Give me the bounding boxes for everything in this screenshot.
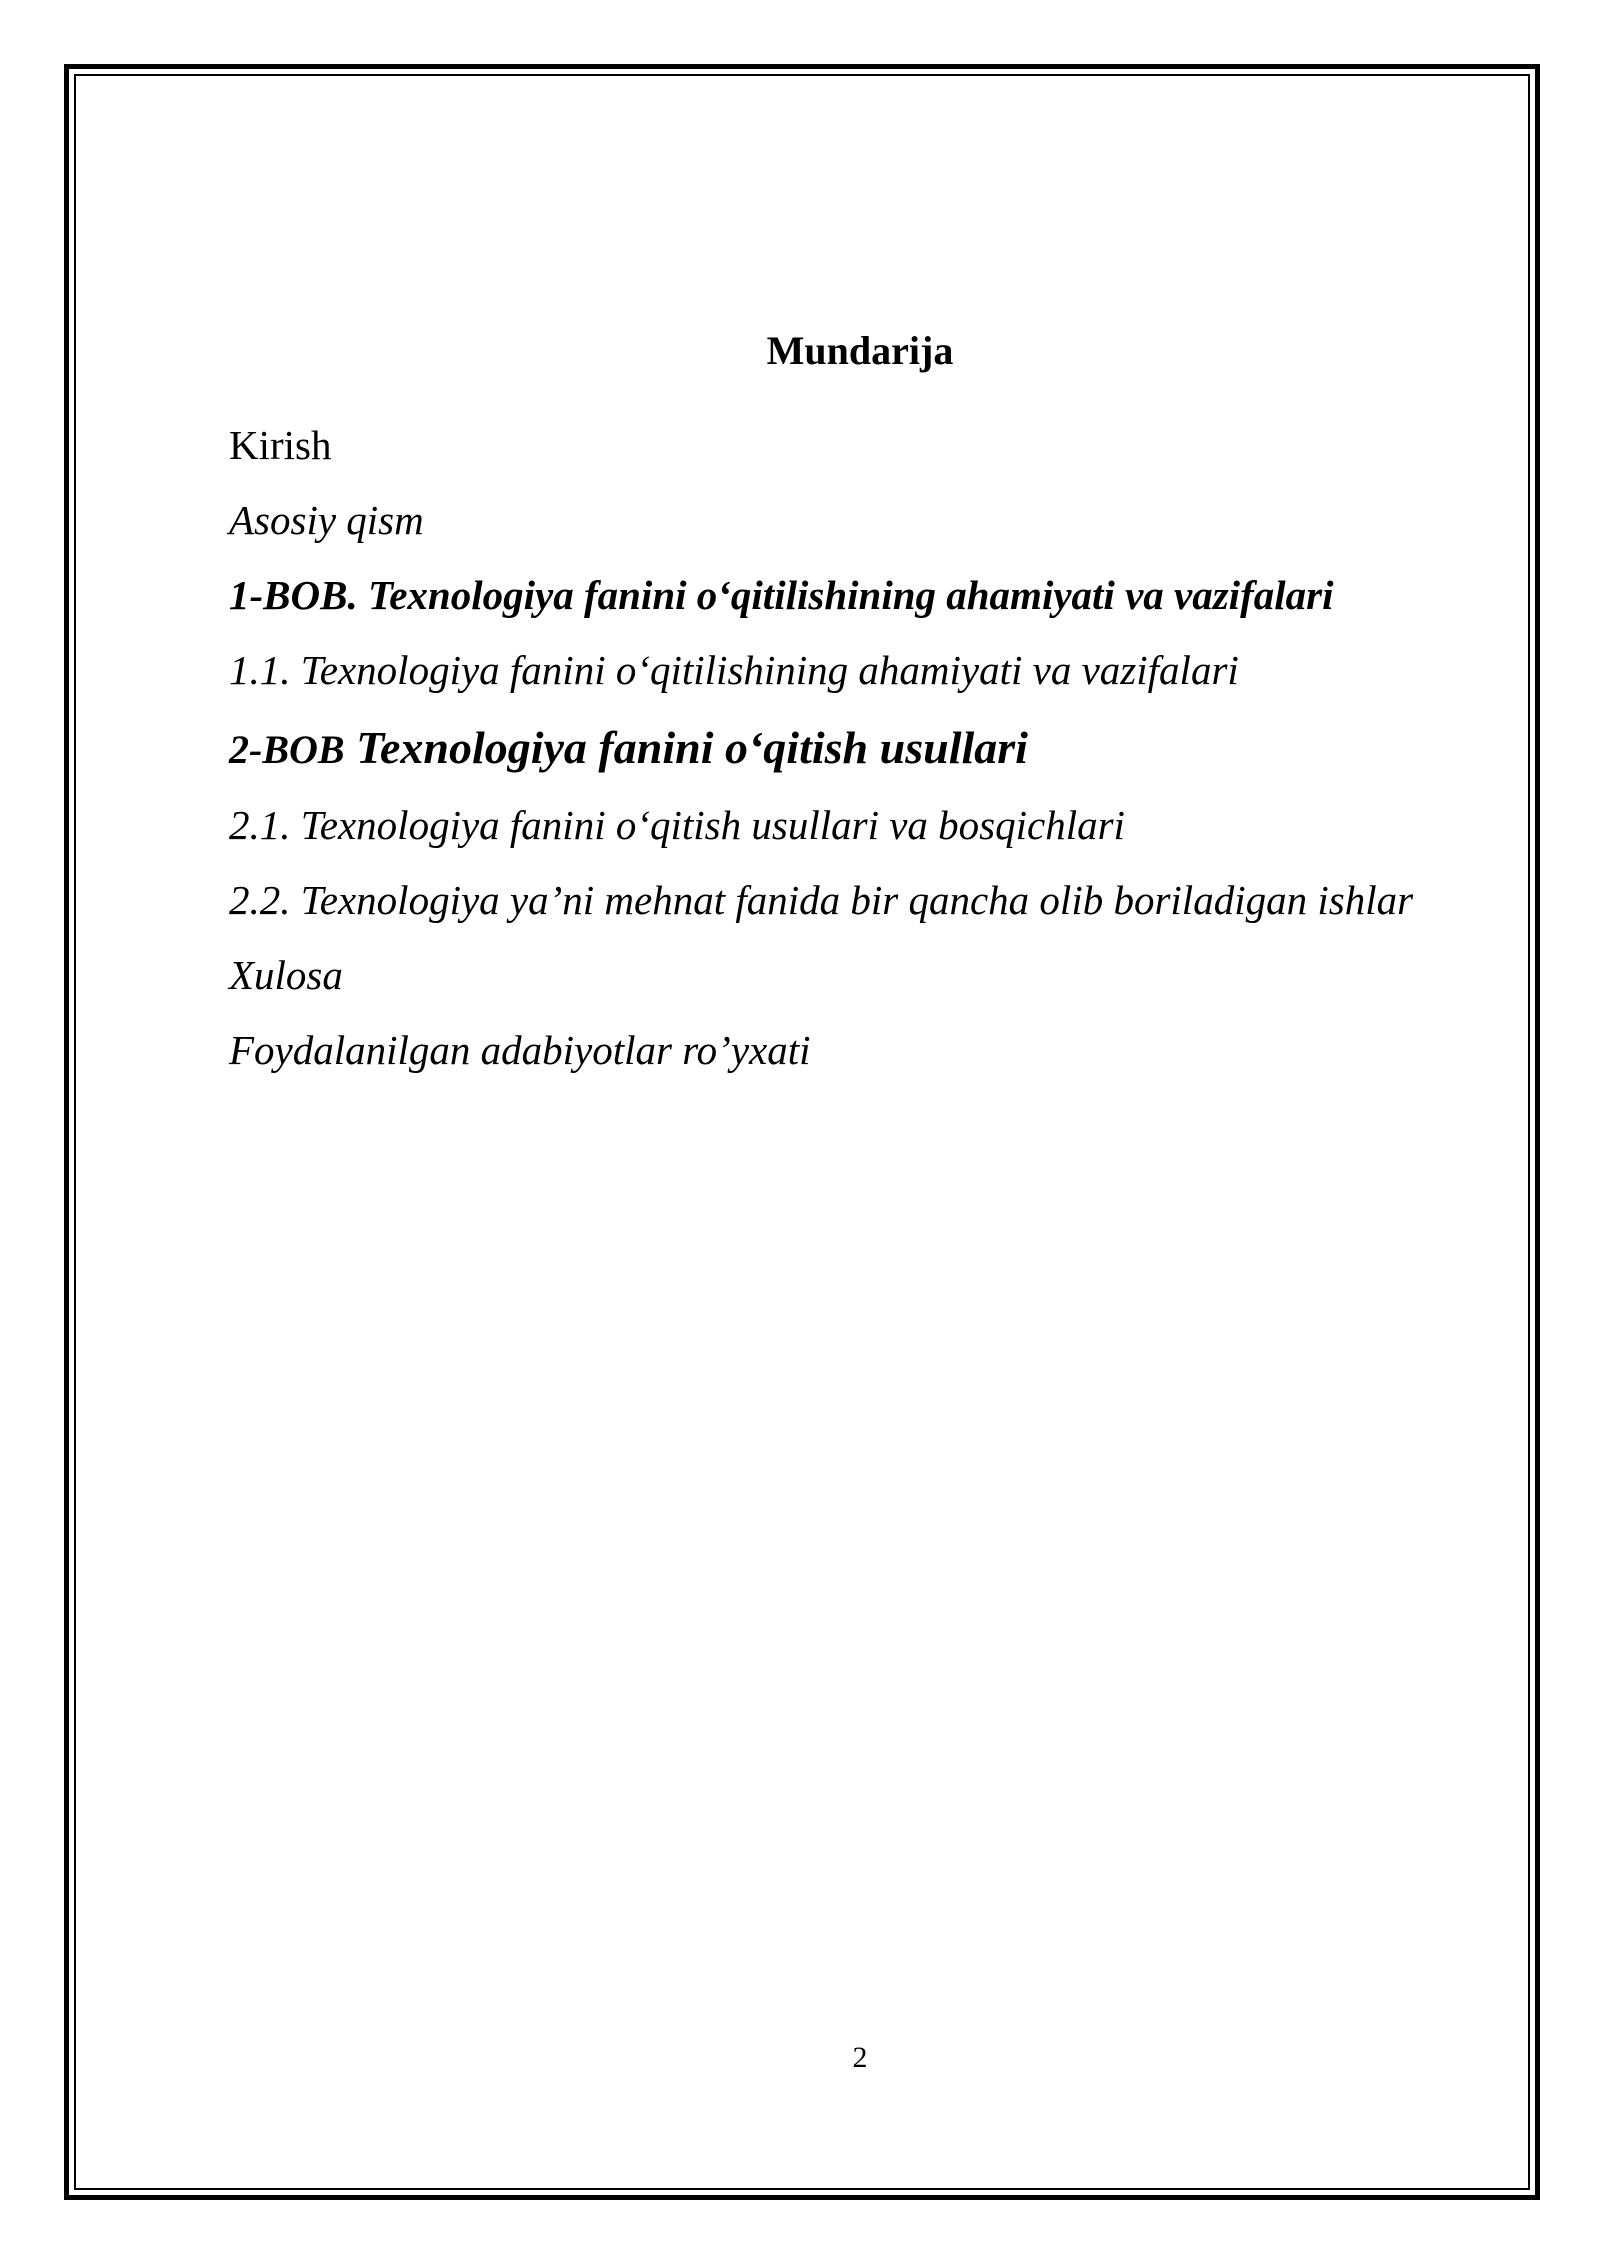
page-number: 2 — [852, 2041, 868, 2074]
toc-item-chapter-2[interactable] — [229, 708, 1519, 788]
toc-item-introduction[interactable]: Kirish — [229, 422, 332, 468]
chapter-2-title: Texnologiya fanini o‘qitish usullari — [356, 722, 1028, 773]
toc-item-section-2-2[interactable]: 2.2. Texnologiya ya’ni mehnat fanida bir qancha olib boriladigan ishlar — [229, 877, 1414, 923]
page-border-inner — [74, 74, 1530, 2190]
toc-item-chapter-1[interactable]: 1-BOB. Texnologiya fanini o‘qitilishining ahamiyati va vazifalari — [229, 572, 1334, 618]
toc-item-section-2-1[interactable]: 2.1. Texnologiya fanini o‘qitish usullari va bosqichlari — [229, 802, 1125, 848]
toc-item-conclusion[interactable]: Xulosa — [229, 952, 343, 998]
chapter-2-prefix: 2-BOB — [229, 727, 345, 772]
toc-title: Mundarija — [766, 328, 954, 373]
toc-item-main-part[interactable]: Asosiy qism — [229, 497, 424, 543]
table-of-contents — [229, 408, 1519, 1088]
toc-item-section-1-1[interactable]: 1.1. Texnologiya fanini o‘qitilishining ahamiyati va vazifalari — [229, 647, 1239, 693]
toc-item-references[interactable]: Foydalanilgan adabiyotlar ro’yxati — [229, 1027, 811, 1073]
